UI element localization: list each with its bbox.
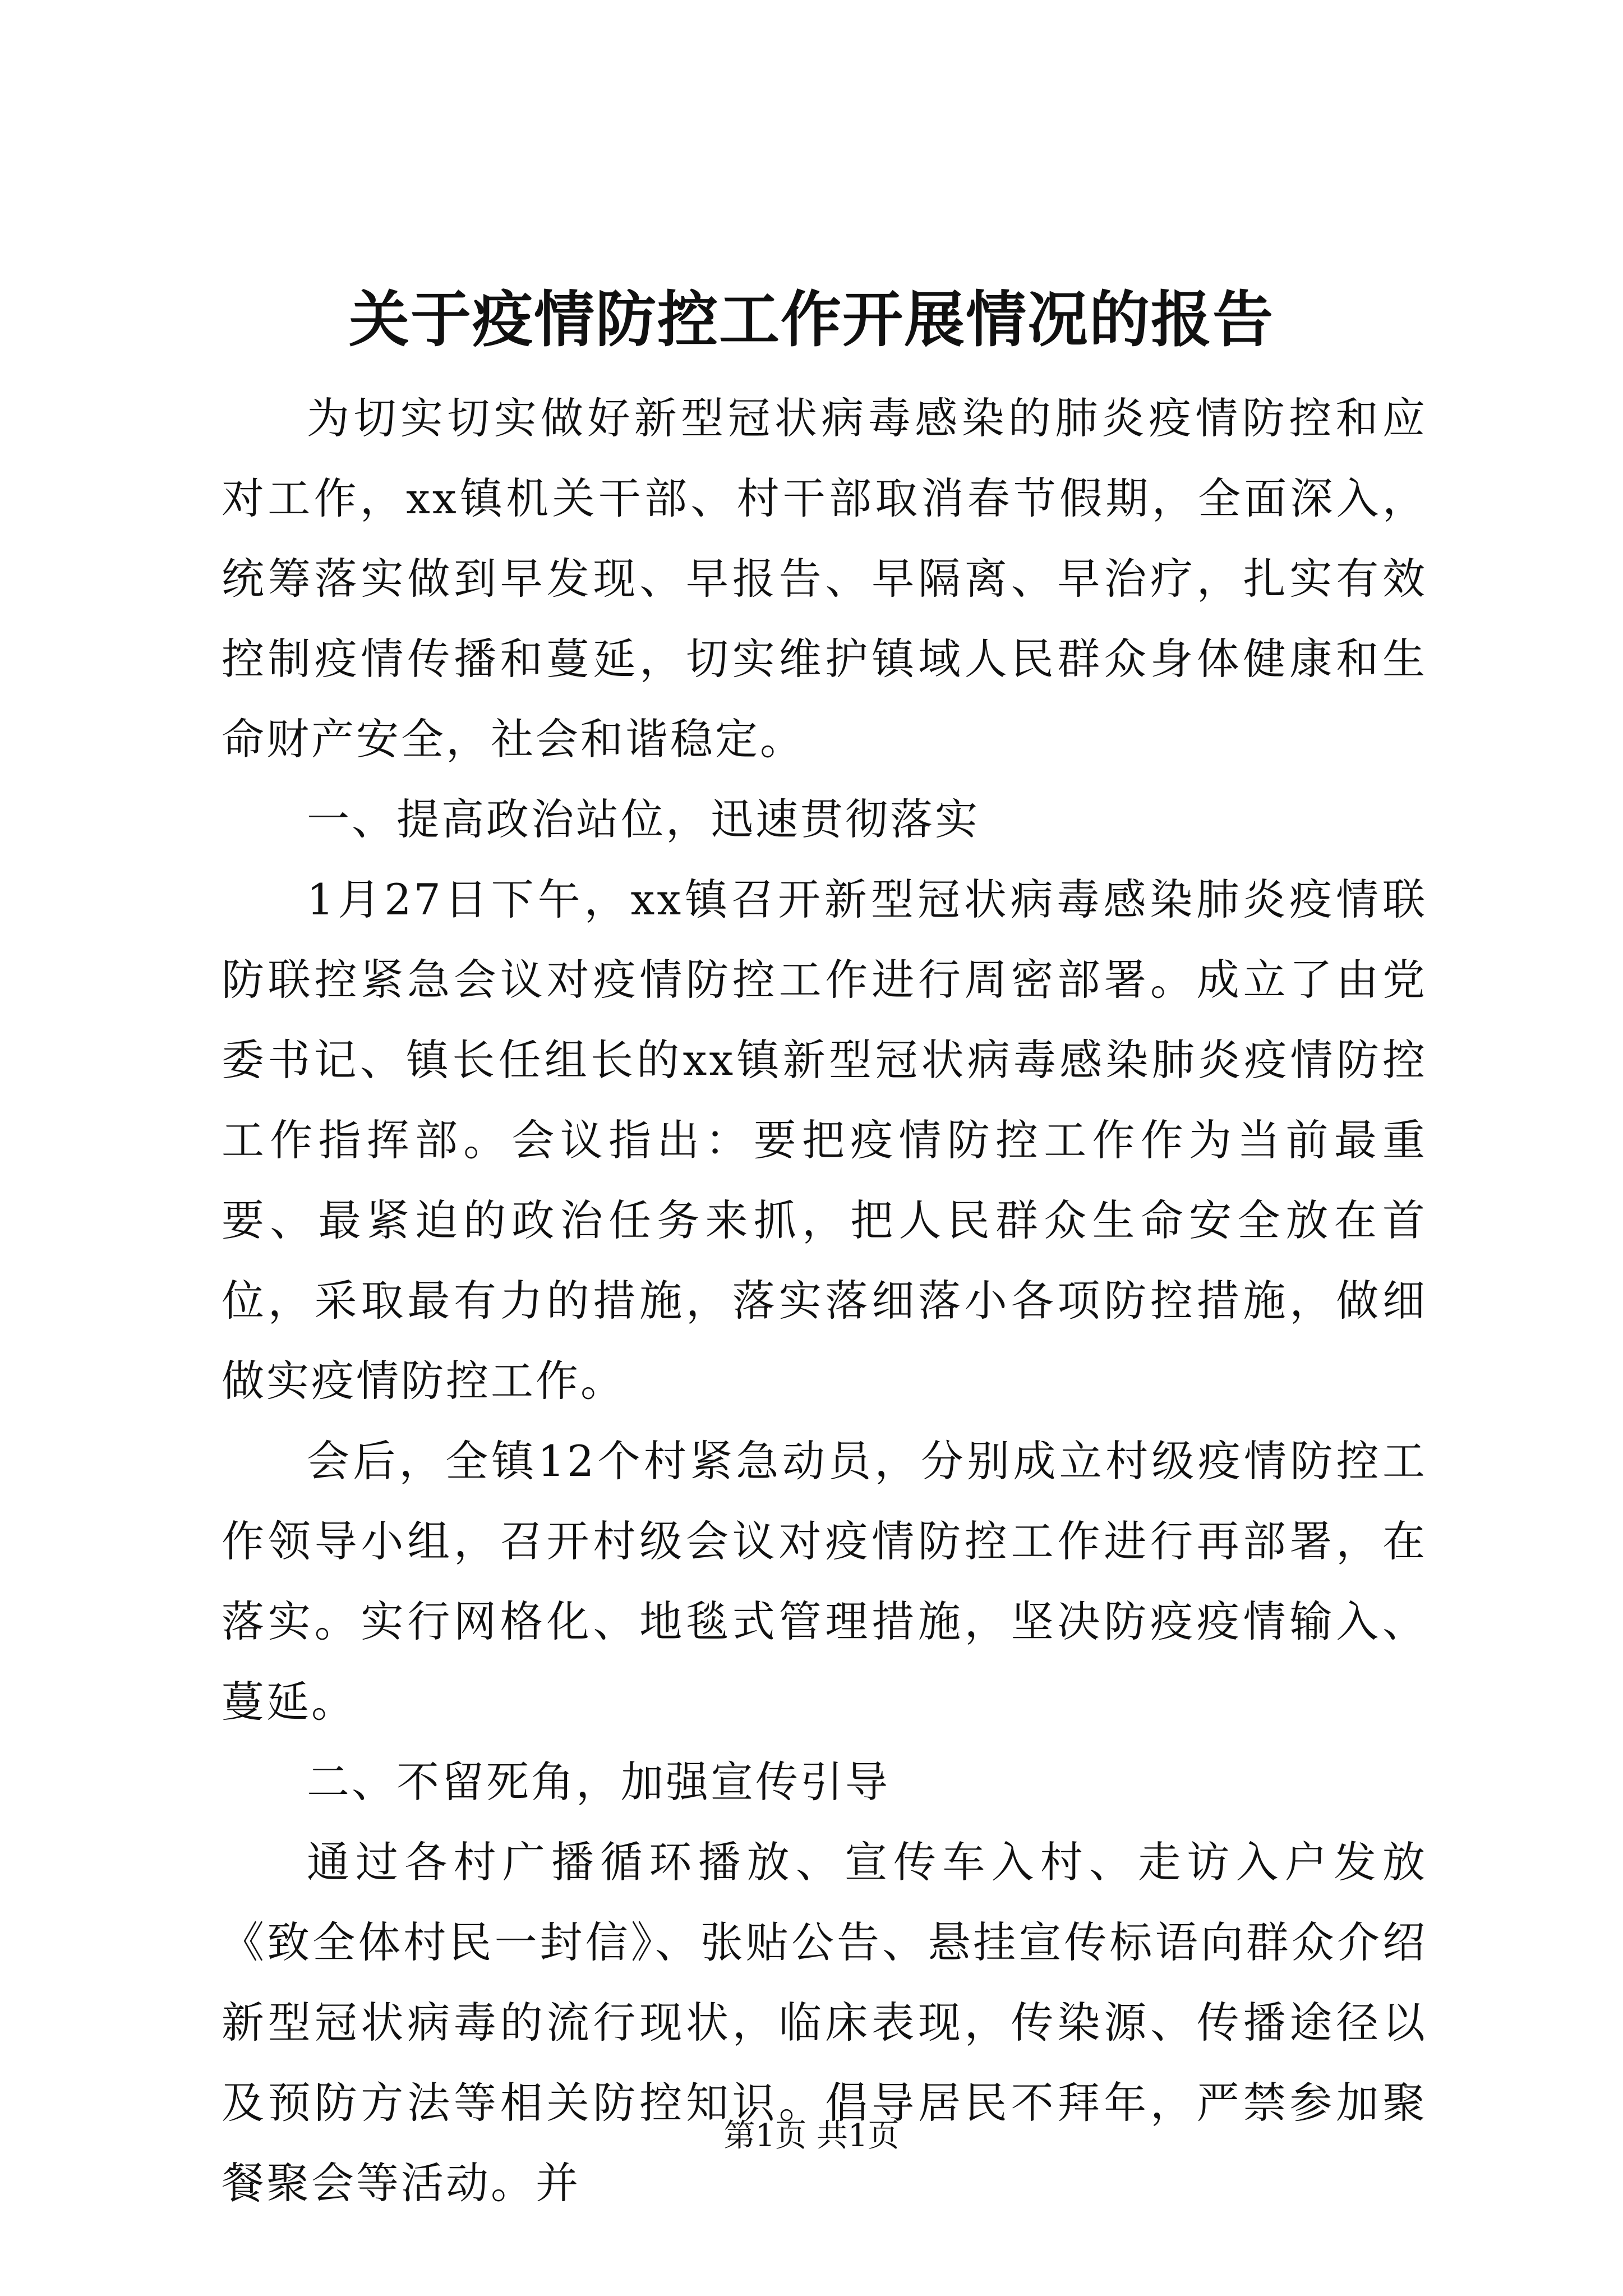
section-heading-1: 一、提高政治站位，迅速贯彻落实 (307, 794, 980, 844)
section-heading-2: 二、不留死角，加强宣传引导 (307, 1757, 890, 1807)
paragraph-meeting: 1月27日下午，xx镇召开新型冠状病毒感染肺炎疫情联防联控紧急会议对疫情防控工作进行周密部署。成立了由党委书记、镇长任组长的xx镇新型冠状病毒感染肺炎疫情防控工作指挥部。会议指出：要把疫情防控工作作为当前最重要、最紧迫的政治任务来抓，把人民群众生命安全放在首位，采取最有力的措施，落实落细落小各项防控措施，做细做实疫情防控工作。 (222, 875, 1427, 1406)
paragraph-publicity: 通过各村广播循环播放、宣传车入村、走访入户发放《致全体村民一封信》、张贴公告、悬挂宣传标语向群众介绍新型冠状病毒的流行现状，临床表现，传染源、传播途径以及预防方法等相关防控知识。倡导居民不拜年，严禁参加聚餐聚会等活动。并 (222, 1837, 1427, 2208)
paragraph-villages: 会后，全镇12个村紧急动员，分别成立村级疫情防控工作领导小组，召开村级会议对疫情防控工作进行再部署，在落实。实行网格化、地毯式管理措施，坚决防疫疫情输入、蔓延。 (222, 1436, 1427, 1727)
document-title: 关于疫情防控工作开展情况的报告 (348, 284, 1274, 355)
paragraph-intro: 为切实切实做好新型冠状病毒感染的肺炎疫情防控和应对工作，xx镇机关干部、村干部取消春节假期，全面深入，统筹落实做到早发现、早报告、早隔离、早治疗，扎实有效控制疫情传播和蔓延，切实维护镇域人民群众身体健康和生命财产安全，社会和谐稳定。 (222, 393, 1427, 764)
document-body (222, 378, 1427, 2223)
page-number-footer: 第1页 共1页 (723, 2118, 900, 2154)
